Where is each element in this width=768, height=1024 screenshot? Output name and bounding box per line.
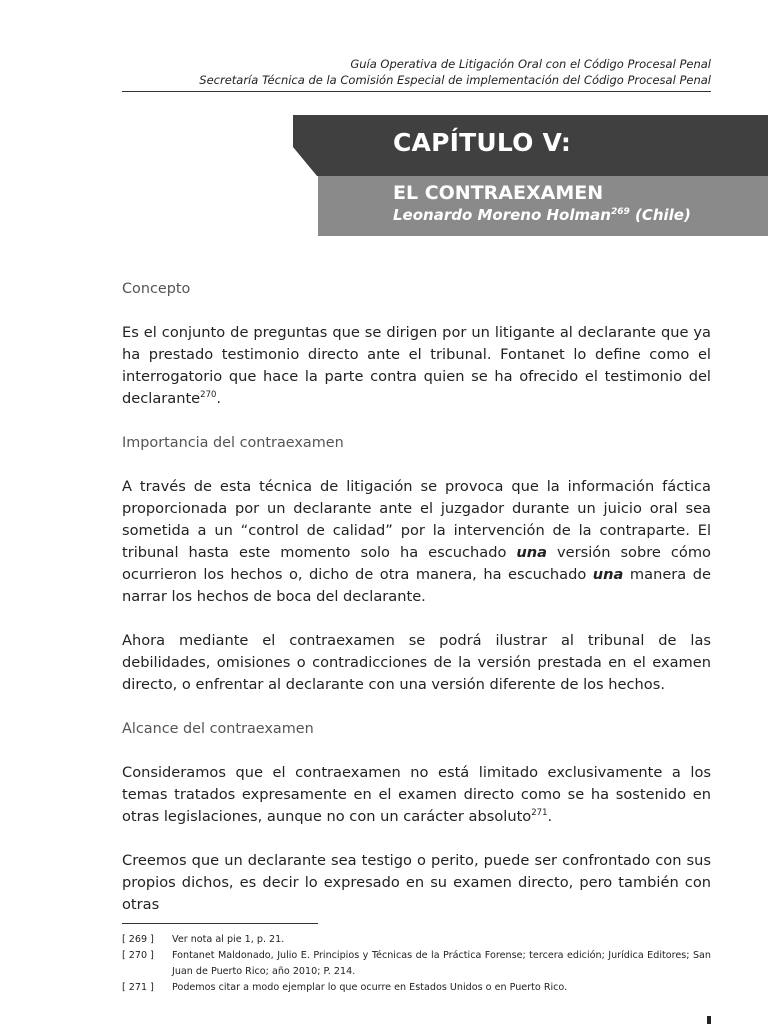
paragraph-end: . <box>547 808 553 825</box>
footnote-mark: [ 269 ] <box>122 934 154 945</box>
running-header <box>111 56 711 88</box>
paragraph-text: Consideramos que el contraexamen no está limitado exclusivamente a los temas tratados expresamente en el examen directo como se ha sostenido en otras legislaciones, aunque no con un carácter absoluto <box>122 764 711 825</box>
paragraph-concepto <box>122 322 711 410</box>
paragraph-text: manera de narrar los hechos de boca del declarante. <box>122 566 711 605</box>
footnote-mark: [ 270 ] <box>122 950 154 961</box>
chapter-author <box>393 206 691 224</box>
section-heading-alcance: Alcance del contraexamen <box>122 721 314 737</box>
paragraph-text: versión sobre cómo ocurrieron los hechos o, dicho de otra manera, ha escuchado <box>122 544 711 583</box>
footnote-270 <box>122 948 711 980</box>
paragraph-alcance-2: Creemos que un declarante sea testigo o perito, puede ser confrontado con sus propios dichos, es decir lo expresado en su examen directo, pero también con otras <box>122 852 711 913</box>
paragraph-end: . <box>216 390 222 407</box>
footnote-271 <box>122 980 711 996</box>
paragraph-text: Es el conjunto de preguntas que se dirigen por un litigante al declarante que ya ha prestado testimonio directo ante el tribunal. Fontanet lo define como el interrogatorio que hace la parte contra quien se ha ofrecido el testimonio del declarante <box>122 324 711 407</box>
footnotes <box>122 932 711 996</box>
footnote-rule <box>122 923 318 924</box>
author-name: Leonardo Moreno Holman <box>393 206 611 224</box>
footnote-text: Podemos citar a modo ejemplar lo que ocurre en Estados Unidos o en Puerto Rico. <box>172 982 568 993</box>
running-header-title: Guía Operativa de Litigación Oral con el Código Procesal Penal <box>350 57 711 71</box>
emphasis-una: una <box>592 566 624 583</box>
paragraph-importancia-2: Ahora mediante el contraexamen se podrá ilustrar al tribunal de las debilidades, omisiones o contradicciones de la versión prestada en el examen directo, o enfrentar al declarante con una versión diferente de los hechos. <box>122 632 711 693</box>
paragraph-text: A través de esta técnica de litigación se provoca que la información fáctica proporcionada por un declarante ante el juzgador durante un juicio oral sea sometida a un “control de calidad” por la intervención de la contraparte. El tribunal hasta este momento solo ha escuchado <box>122 478 711 561</box>
footnote-mark: [ 271 ] <box>122 982 154 993</box>
author-footnote-ref[interactable]: 269 <box>610 207 630 217</box>
footnote-269 <box>122 932 711 948</box>
paragraph-alcance-1 <box>122 762 711 828</box>
page-edge-mark <box>707 1016 711 1024</box>
header-rule <box>122 91 711 92</box>
section-heading-concepto: Concepto <box>122 281 191 297</box>
section-heading-importancia: Importancia del contraexamen <box>122 435 344 451</box>
footnote-ref-271[interactable]: 271 <box>531 808 548 819</box>
footnote-text: Fontanet Maldonado, Julio E. Principios y Técnicas de la Práctica Forense; tercera edición; Jurídica Editores; San Juan de Puerto Rico; año 2010; P. 214. <box>172 950 711 977</box>
footnote-ref-270[interactable]: 270 <box>200 390 217 401</box>
chapter-heading: CAPÍTULO V: <box>393 128 572 157</box>
author-country: (Chile) <box>629 206 691 224</box>
footnote-text: Ver nota al pie 1, p. 21. <box>172 934 285 945</box>
paragraph-importancia-1 <box>122 476 711 608</box>
chapter-title: EL CONTRAEXAMEN <box>393 182 604 204</box>
emphasis-una: una <box>516 544 548 561</box>
body-text <box>122 278 711 938</box>
running-header-subtitle: Secretaría Técnica de la Comisión Especial de implementación del Código Procesal Penal <box>199 73 711 87</box>
